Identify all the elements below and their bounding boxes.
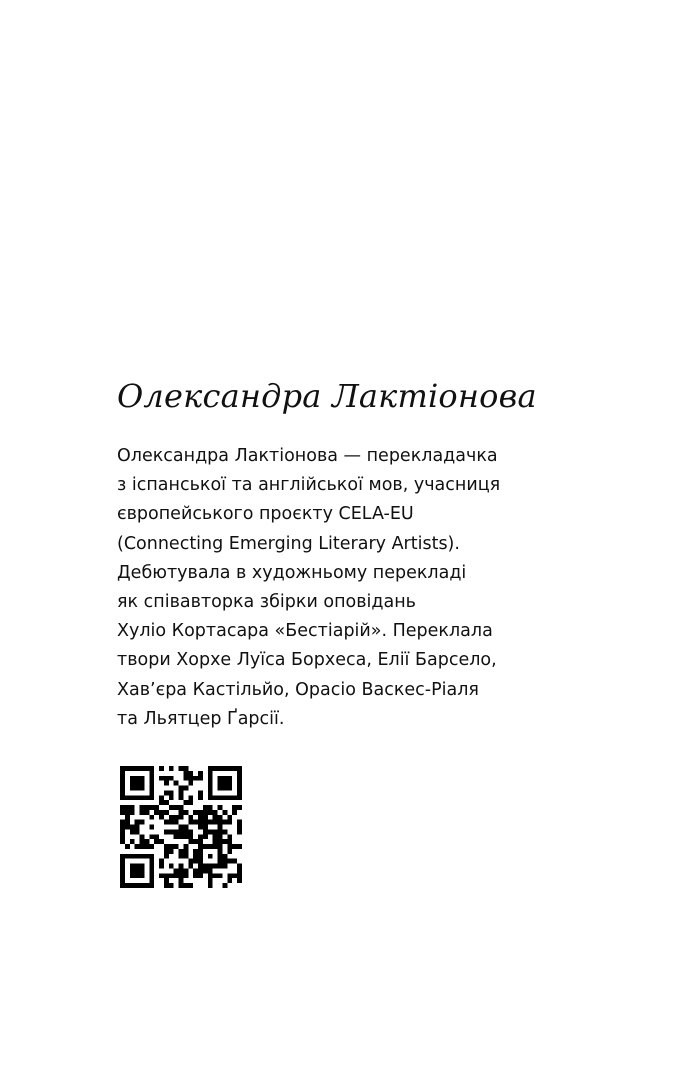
bio-line: як співавторка збірки оповідань: [117, 592, 416, 613]
bio-line: твори Хорхе Луїса Борхеса, Елії Барсело,: [117, 650, 497, 671]
bio-line: з іспанської та англійської мов, учасниця: [117, 475, 501, 496]
author-name-heading: Олександра Лактіонова: [117, 377, 537, 415]
bio-line: Олександра Лактіонова — перекладачка: [117, 446, 498, 466]
qr-code-icon[interactable]: [120, 766, 242, 888]
bio-line: Дебютувала в художньому перекладі: [117, 562, 467, 583]
bio-line: Хуліо Кортасара «Бестіарій». Переклала: [117, 621, 493, 642]
bio-line: та Льятцер Ґарсії.: [117, 708, 285, 729]
bio-line: (Connecting Emerging Literary Artists).: [117, 533, 460, 554]
bio-line: Хав’єра Кастільйо, Орасіо Васкес-Ріаля: [117, 679, 479, 700]
bio-line: європейського проєкту CELA-EU: [117, 504, 414, 525]
qr-code-graphic: [120, 766, 242, 888]
author-biography: [117, 442, 537, 734]
